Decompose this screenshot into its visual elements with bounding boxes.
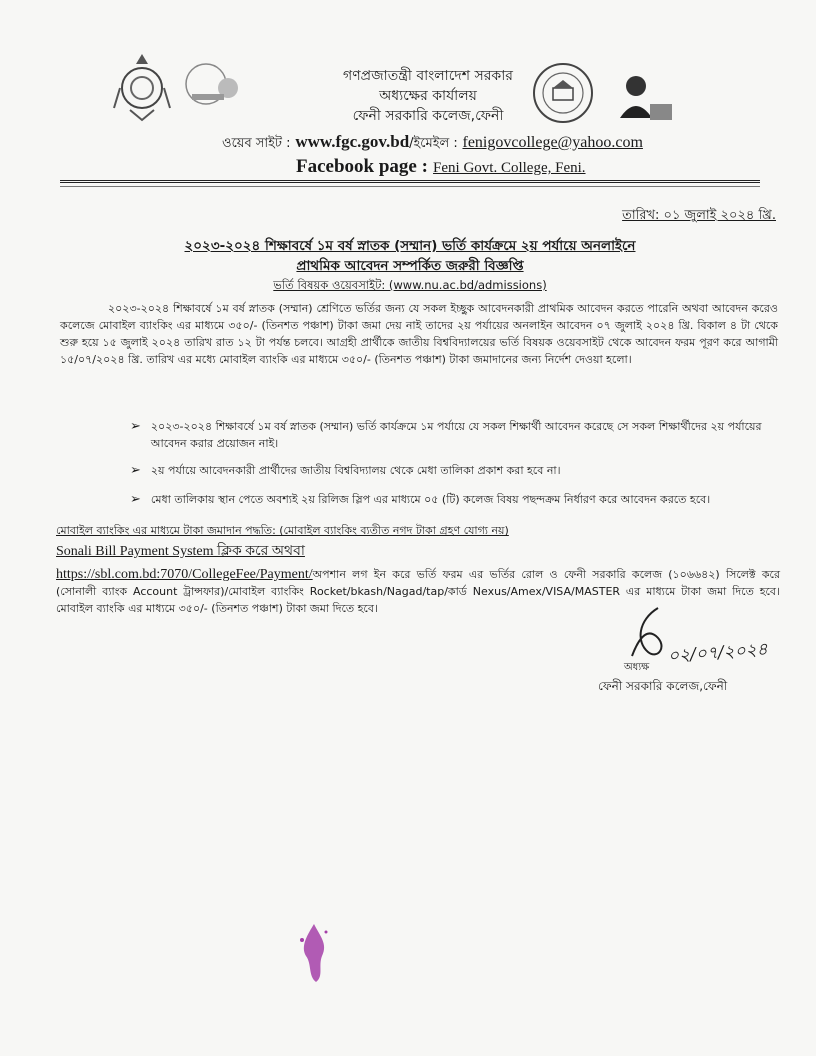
email-link[interactable]: fenigovcollege@yahoo.com: [462, 134, 643, 151]
arrow-bullet-icon: ➢: [130, 492, 141, 507]
ink-stain: [294, 920, 334, 984]
signatory-title: অধ্যক্ষ: [624, 662, 650, 673]
bullet-text-1: ২০২৩-২০২৪ শিক্ষাবর্ষে ১ম বর্ষ স্নাতক (সম্মান) ভর্তি কার্যক্রমে ১ম পর্যায়ে যে সকল শিক্ষার্থী আবেদন করেছে সে সকল শিক্ষার্থীদের ২য় পর্যায়ের আবেদন করার প্রয়োজন নাই।: [150, 420, 762, 450]
list-item: [130, 462, 780, 479]
signatory-org: ফেনী সরকারি কলেজ,ফেনী: [598, 679, 728, 693]
arrow-bullet-icon: ➢: [130, 419, 141, 434]
contact-line: [222, 132, 643, 155]
notice-date: তারিখ: ০১ জুলাই ২০২৪ খ্রি.: [622, 208, 776, 223]
payment-url-link[interactable]: https://sbl.com.bd:7070/CollegeFee/Payment/: [56, 567, 313, 582]
bullet-text-2: ২য় পর্যায়ে আবেদনকারী প্রার্থীদের জাতীয় বিশ্ববিদ্যালয় থেকে মেধা তালিকা প্রকাশ করা হবে না।: [150, 464, 561, 477]
payment-url-rest: অপশান লগ ইন করে ভর্তি ফরম এর ভর্তির রোল ও ফেনী সরকারি কলেজ (১০৬৬৪২) সিলেক্ট করে (সোনালী ব্যাংক Account ট্রান্সফার)/মোবাইল ব্যাংকিং Rocket/bkash/Nagad/tap/কার্ড Nexus/Amex/VISA/MASTER এর মাধ্যমে টাকা জমা দিতে হবে। মোবাইল ব্যাংকি এর মাধ্যমে ৩৫০/- (তিনশত পঞ্চাশ) টাকা জমা দিতে হবে।: [56, 568, 780, 615]
main-paragraph: ২০২৩-২০২৪ শিক্ষাবর্ষে ১ম বর্ষ স্নাতক (সম্মান) শ্রেণিতে ভর্তির জন্য যে সকল ইচ্ছুক আবেদনকারী প্রাথমিক আবেদন করতে পারেনি অথবা আবেদন করেও কলেজে মোবাইল ব্যাংকিং এর মাধ্যমে ৩৫০/- (তিনশত পঞ্চাশ) টাকা জমা দেয় নাই তাদের ২য় পর্যায়ের অনলাইন আবেদন ০৭ জুলাই ২০২৪ খ্রি. বিকাল ৪ টা থেকে শুরু হয়ে ১৫ জুলাই ২০২৪ তারিখ রাত ১২ টা পর্যন্ত চলবে। আগ্রহী প্রার্থীকে জাতীয় বিশ্ববিদ্যালয়ের ভর্তি বিষয়ক ওয়েবসাইট থেকে আবেদন ফরম পূরণ করে আগামী ১৫/০৭/২০২৪ খ্রি. তারিখ এর মধ্যে মোবাইল ব্যাংকি এর মাধ্যমে ৩৫০/- (তিনশত পঞ্চাশ) টাকা জমাদানের জন্য নির্দেশ দেওয়া হলো।: [60, 302, 778, 366]
website-link[interactable]: www.fgc.gov.bd: [295, 132, 410, 151]
portrait-logo: [614, 66, 674, 126]
website-label: ওয়েব সাইট :: [222, 136, 291, 151]
title-line-2: প্রাথমিক আবেদন সম্পর্কিত জরুরী বিজ্ঞপ্তি: [296, 258, 524, 274]
facebook-line: [296, 156, 586, 178]
list-item: [130, 491, 780, 508]
office-line: অধ্যক্ষের কার্যালয়: [379, 88, 477, 104]
arrow-bullet-icon: ➢: [130, 463, 141, 478]
header-divider-2: [60, 186, 760, 187]
title-line-1: ২০২৩-২০২৪ শিক্ষাবর্ষে ১ম বর্ষ স্নাতক (সম্মান) ভর্তি কার্যক্রমে ২য় পর্যায়ে অনলাইনে: [184, 238, 636, 254]
bangladesh-police-crest-logo: [112, 52, 172, 122]
admission-website[interactable]: ভর্তি বিষয়ক ওয়েবসাইট: (www.nu.ac.bd/admissions): [273, 278, 547, 292]
header-divider: [60, 180, 760, 183]
list-item: [130, 418, 780, 452]
letterhead: [230, 66, 586, 126]
college-line: ফেনী সরকারি কলেজ,ফেনী: [352, 108, 504, 124]
handwritten-date: ০২/০৭/২০২৪: [667, 639, 769, 667]
facebook-link[interactable]: Feni Govt. College, Feni.: [433, 160, 586, 176]
govt-line: গণপ্রজাতন্ত্রী বাংলাদেশ সরকার: [343, 68, 513, 84]
facebook-label: Facebook page :: [296, 156, 428, 177]
email-label: /ইমেইল :: [409, 136, 458, 151]
bullet-text-3: মেধা তালিকায় স্থান পেতে অবশ্যই ২য় রিলিজ স্লিপ এর মাধ্যমে ০৫ (টি) কলেজ বিষয় পছন্দক্রম নির্ধারণ করে আবেদন করতে হবে।: [150, 493, 711, 506]
sonali-link[interactable]: Sonali Bill Payment System ক্লিক করে অথবা: [56, 544, 305, 559]
notice-title: [60, 236, 760, 294]
payment-section: [56, 522, 780, 617]
payment-heading: মোবাইল ব্যাংকিং এর মাধ্যমে টাকা জমাদান পদ্ধতি: (মোবাইল ব্যাংকিং ব্যতীত নগদ টাকা গ্রহণ যোগ্য নয়): [56, 524, 509, 537]
bullet-list: [130, 418, 780, 508]
